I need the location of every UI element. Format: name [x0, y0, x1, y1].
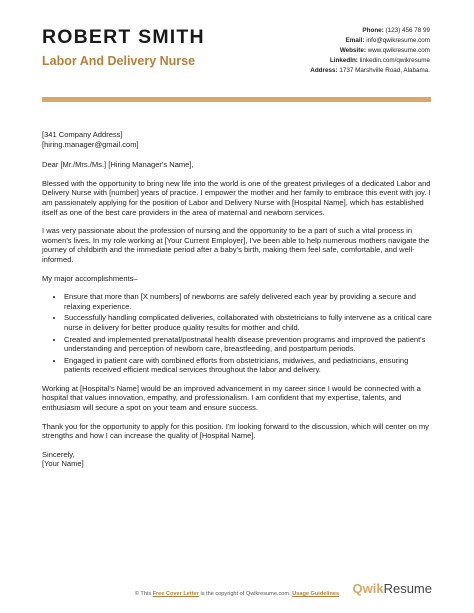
paragraph-experience: I was very passionate about the profession of nursing and the opportunity to be a part of such a vital process in women's lives. In my role working at [Your Current Employer], I've been able to help numerous mothers navigate the journey of childbirth and the immediate period after a baby's birth, making them feel safe, comfortable, and well-informed.: [42, 226, 430, 264]
address-value: 1737 Marshville Road, Alabama.: [339, 66, 430, 74]
contact-block: [310, 26, 430, 76]
email-link[interactable]: info@qwikresume.com: [366, 36, 430, 44]
address-label: Address: [310, 66, 336, 74]
list-item: • Engaged in patient care with combined efforts from obstetricians, midwives, and pediatricians, ensuring patients received efficient medical services throughout the labor and delivery.: [64, 356, 432, 375]
list-item: • Ensure that more than [X numbers] of newborns are safely delivered each year by providing a secure and relaxing experience.: [64, 292, 432, 311]
paragraph-motivation: Working at [Hospital's Name] would be an improved advancement in my career since I would be connected with a hospital that values innovation, empathy, and professionalism. I am confident that my expertise, talents, and enthusiasm will secure a spot on your team and ensure success.: [42, 383, 421, 413]
company-address: [341 Company Address]: [42, 130, 123, 139]
salutation: Dear [Mr./Mrs./Ms.] [Hiring Manager's Name],: [42, 160, 194, 170]
website-link[interactable]: www.qwikresume.com: [367, 46, 430, 54]
contact-phone: Phone: (123) 456 78 99: [362, 27, 430, 34]
contact-email: Email: info@qwikresume.com: [345, 36, 430, 44]
brand-qwik: Qwik: [352, 581, 384, 596]
list-item: • Successfully handling complicated deliveries, collaborated with obstetricians to fully intervene as a critical care nurse in delivery for better produce quality results for mother and child.: [64, 313, 432, 332]
contact-website: Website: www.qwikresume.com: [339, 46, 430, 54]
footer-middle-text: is the copyright of Qwikresume.com.: [200, 591, 291, 597]
signoff: Sincerely,: [42, 449, 75, 459]
list-item: • Created and implemented prenatal/postnatal health disease prevention programs and improved the patient's understanding and perception of newborn care, breastfeeding, and postpartum periods.: [64, 335, 432, 354]
signature-name: [Your Name]: [42, 459, 84, 469]
qwikresume-logo[interactable]: [353, 581, 433, 596]
applicant-name: ROBERT SMITH: [42, 26, 205, 48]
paragraph-intro: Blessed with the opportunity to bring new life into the world is one of the greatest privileges of a dedicated Labor and Delivery Nurse with [number] years of practice. I empower the mother and her family to embrace this event with joy. I am passionately applying for the position of Labor and Delivery Nurse with [Hospital Name], which has established itself as one of the best care providers in the area of maternal and newborn services.: [42, 178, 431, 217]
letter-body: [42, 130, 432, 469]
accomplishments-intro: My major accomplishments–: [42, 273, 138, 283]
closing: [42, 450, 432, 469]
linkedin-link[interactable]: linkedin.com/qwikresume: [359, 56, 430, 64]
website-label: Website: [339, 46, 364, 54]
linkedin-label: LinkedIn: [329, 56, 356, 64]
phone-label: Phone: [362, 27, 382, 34]
usage-guidelines-link[interactable]: Usage Guidelines: [292, 591, 340, 597]
email-label: Email: [345, 36, 363, 44]
free-cover-letter-link[interactable]: Free Cover Letter: [152, 591, 199, 597]
contact-address: Address: 1737 Marshville Road, Alabama.: [310, 66, 430, 74]
phone-value: (123) 456 78 99: [385, 27, 430, 34]
header-divider: [42, 97, 431, 102]
job-title: Labor And Delivery Nurse: [42, 54, 196, 68]
accomplishments-list: [42, 292, 432, 375]
brand-resume: Resume: [383, 581, 432, 596]
hiring-manager-email: [hiring.manager@gmail.com]: [42, 139, 139, 149]
recipient-address: [42, 130, 432, 149]
footer-copyright: © This: [134, 591, 152, 597]
contact-linkedin: LinkedIn: linkedin.com/qwikresume: [329, 56, 430, 64]
paragraph-thanks: Thank you for the opportunity to apply for this position. I'm looking forward to the discussion, which will center on my strengths and how I can increase the quality of [Hospital Name].: [42, 421, 429, 441]
